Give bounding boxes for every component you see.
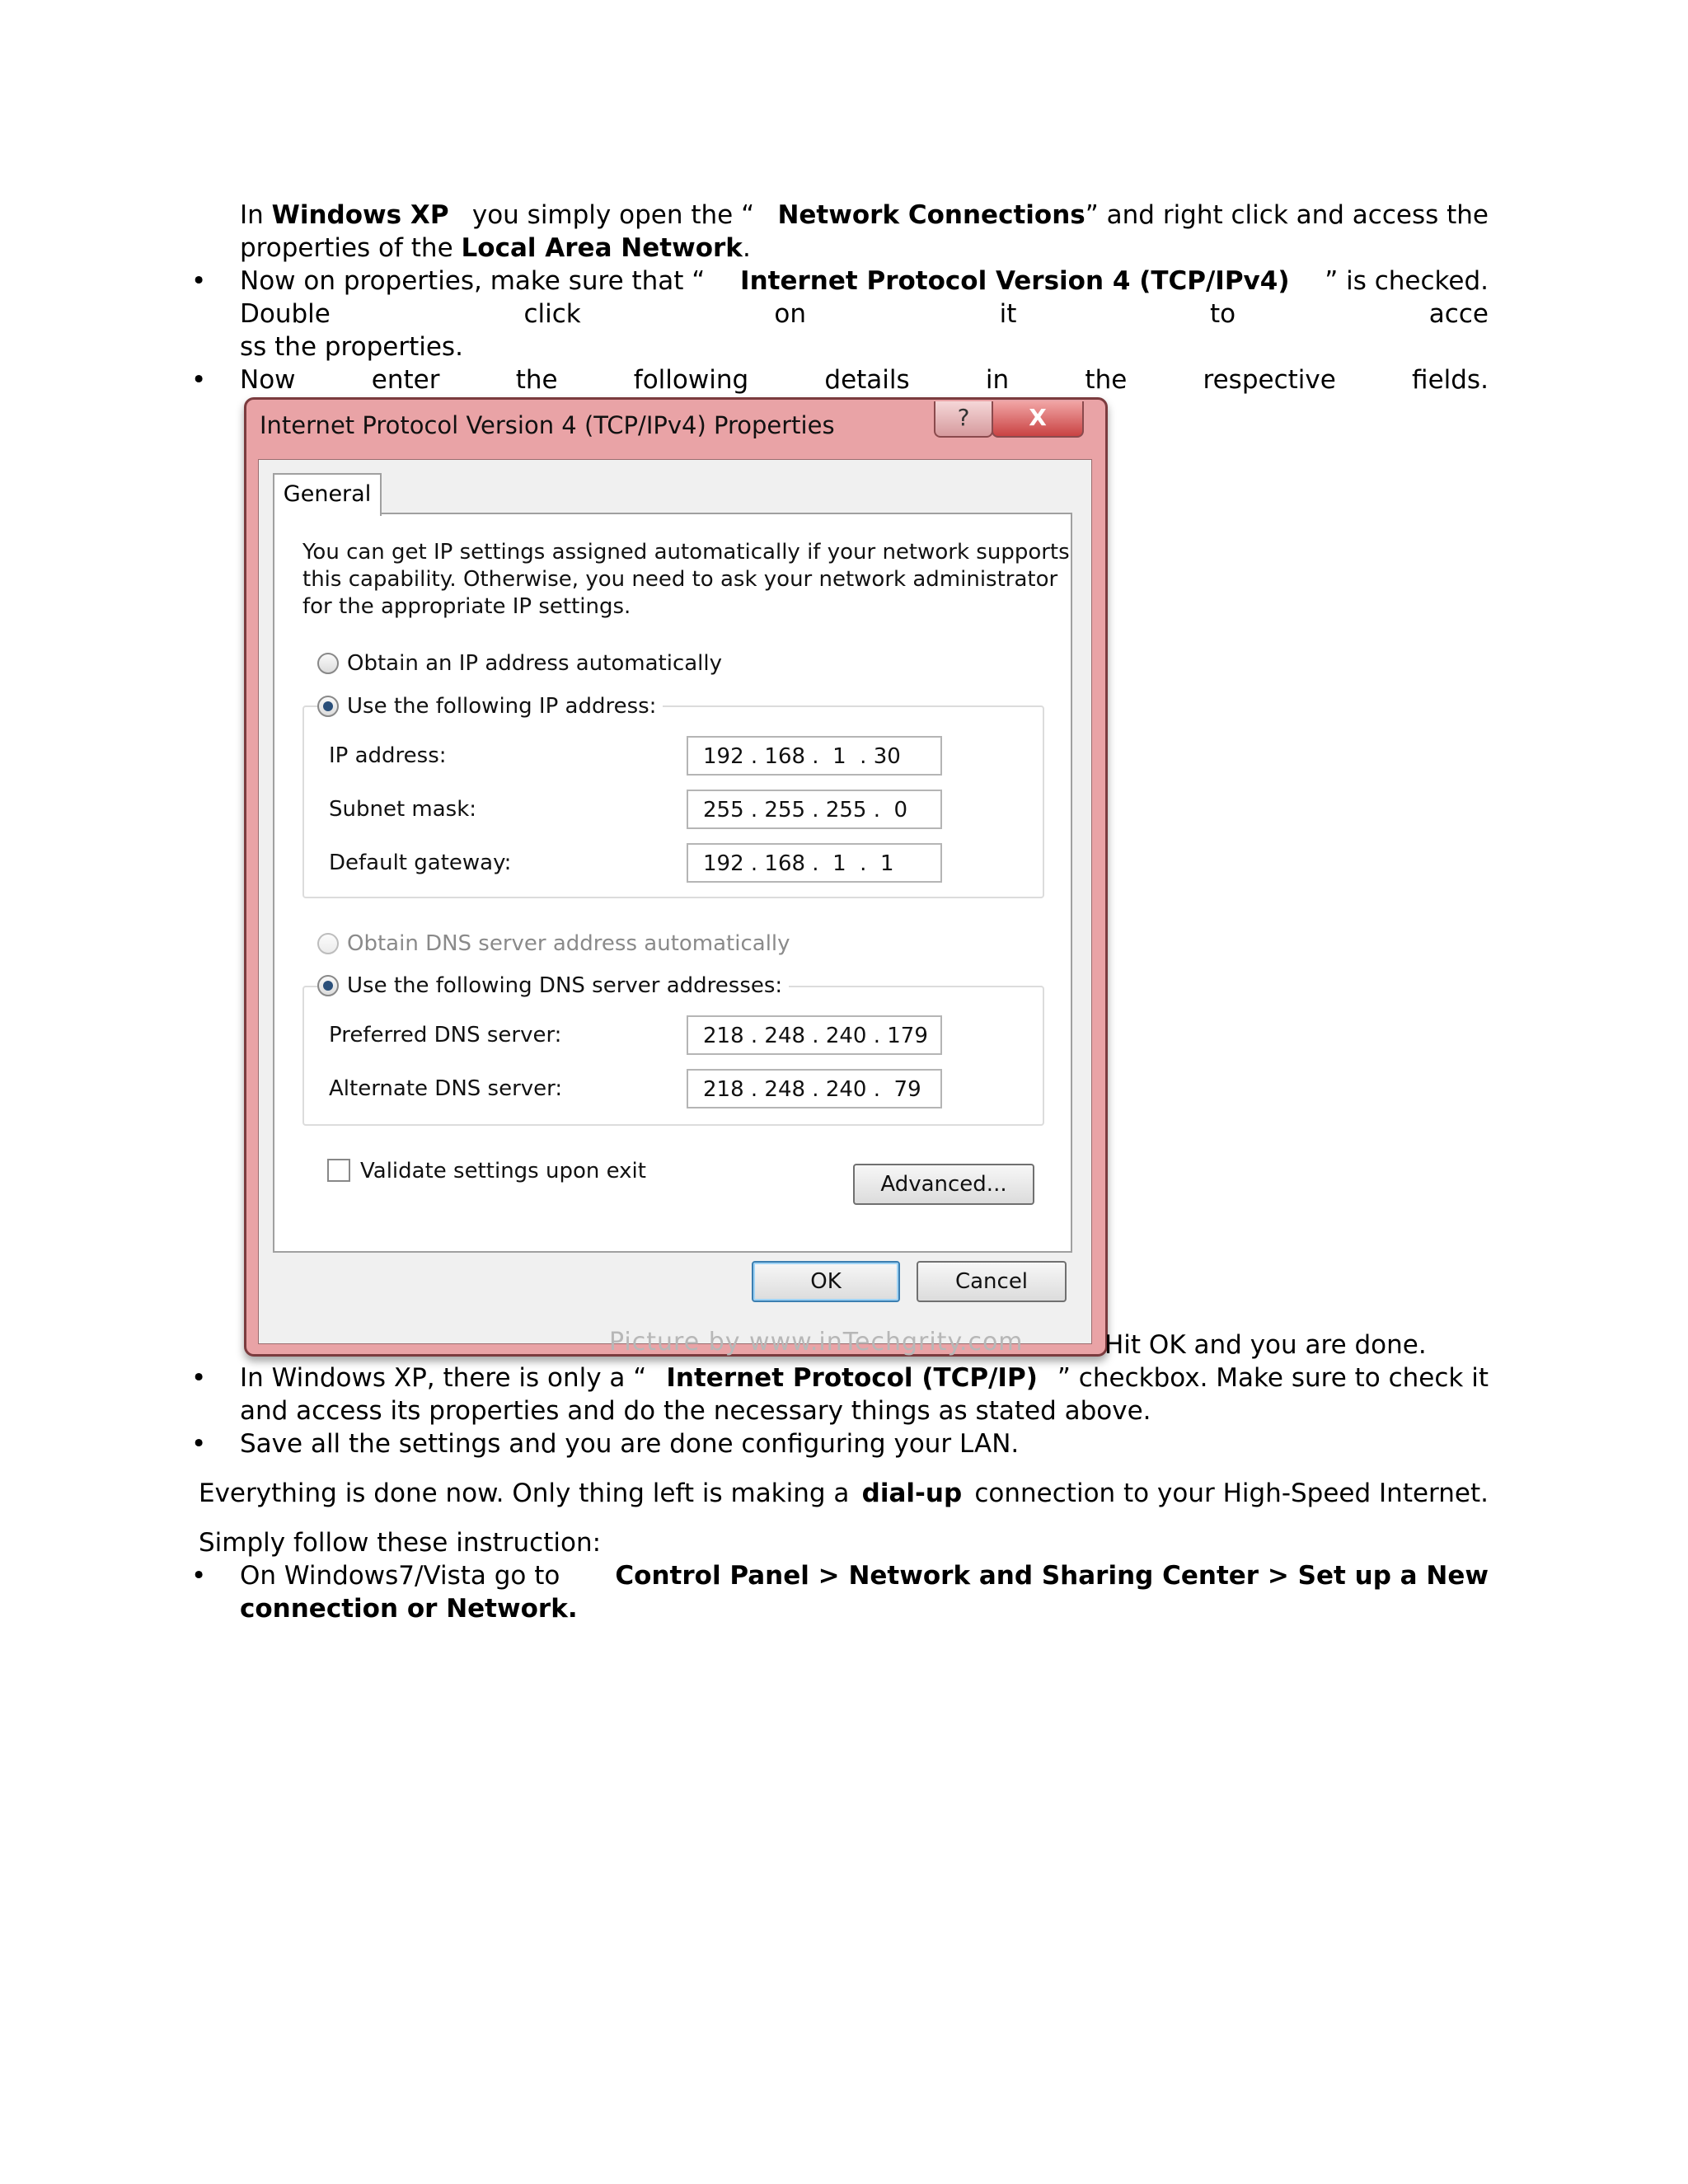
text-line-2	[240, 232, 1489, 265]
subnet-mask-label: Subnet mask:	[329, 797, 477, 822]
advanced-button[interactable]: Advanced...	[853, 1164, 1034, 1205]
radio-button-disabled-icon	[317, 933, 339, 954]
radio-button-selected-icon	[317, 696, 339, 717]
tab-general[interactable]: General	[273, 473, 382, 516]
validate-checkbox[interactable]	[327, 1159, 350, 1182]
alternate-dns-label: Alternate DNS server:	[329, 1076, 563, 1101]
radio-label: Obtain DNS server address automatically	[347, 931, 790, 956]
word: Double	[240, 299, 331, 329]
bold-dial-up: dial-up	[861, 1479, 963, 1508]
text-line-10: Save all the settings and you are done configuring your LAN.	[240, 1429, 1020, 1459]
text-segment: properties of the	[240, 233, 453, 263]
bold-network-connections: Network Connections	[777, 200, 1085, 230]
general-tab-panel	[273, 513, 1072, 1253]
radio-obtain-dns-auto[interactable]	[317, 931, 790, 956]
radio-button-icon	[317, 653, 339, 674]
preferred-dns-field[interactable]: 218 . 248 . 240 . 179	[687, 1015, 942, 1055]
bold-connection-or-network: connection or Network.	[240, 1594, 578, 1624]
intro-line: You can get IP settings assigned automatically if your network supports	[302, 540, 1070, 565]
intro-text	[302, 539, 1070, 621]
ip-address-label: IP address:	[329, 743, 447, 768]
bullet: •	[191, 1363, 207, 1393]
text-segment: Now on properties, make sure that “	[240, 266, 706, 296]
text-line-14	[240, 1592, 1489, 1625]
bold-tcpip-protocol: Internet Protocol (TCP/IP)	[666, 1363, 1038, 1393]
text-segment: ” and right click and access the	[1085, 200, 1489, 230]
help-button[interactable]	[934, 401, 993, 438]
word: in	[985, 365, 1010, 395]
word: click	[523, 299, 581, 329]
bullet: •	[191, 1561, 207, 1591]
dialog-titlebar	[246, 400, 1105, 449]
radio-label: Use the following DNS server addresses:	[347, 973, 783, 998]
text-segment: ” checkbox. Make sure to check it	[1057, 1363, 1489, 1393]
word: Now	[240, 365, 296, 395]
word: the	[1085, 365, 1128, 395]
watermark: Picture by www.inTechgrity.com	[609, 1328, 1024, 1357]
help-icon: ?	[957, 404, 970, 431]
dialog-title: Internet Protocol Version 4 (TCP/IPv4) Properties	[260, 411, 835, 439]
dialog-client-area	[258, 459, 1092, 1344]
word: the	[515, 365, 558, 395]
word: it	[999, 299, 1017, 329]
text-line-5: ss the properties.	[240, 332, 463, 362]
ip-address-field[interactable]: 192 . 168 . 1 . 30	[687, 736, 942, 776]
text-line-13	[240, 1559, 1489, 1592]
word: enter	[371, 365, 440, 395]
close-icon: X	[1029, 404, 1047, 431]
text-segment: you simply open the “	[471, 200, 755, 230]
text-segment: In Windows XP, there is only a “	[240, 1363, 647, 1393]
bullet: •	[191, 365, 207, 395]
text-segment: ” is checked.	[1325, 266, 1489, 296]
hit-ok-text: Hit OK and you are done.	[1104, 1330, 1427, 1360]
intro-line: for the appropriate IP settings.	[302, 594, 631, 619]
radio-use-following-dns[interactable]	[317, 973, 789, 998]
bullet: •	[191, 1429, 207, 1459]
text-segment: On Windows7/Vista go to	[240, 1561, 560, 1591]
close-button[interactable]	[992, 401, 1084, 438]
word: to	[1210, 299, 1236, 329]
cancel-button[interactable]: Cancel	[917, 1261, 1067, 1302]
bold-control-panel-path: Control Panel > Network and Sharing Center > Set up a New	[615, 1561, 1489, 1591]
alternate-dns-field[interactable]: 218 . 248 . 240 . 79	[687, 1069, 942, 1108]
intro-line: this capability. Otherwise, you need to ask your network administrator	[302, 567, 1058, 592]
word: fields.	[1412, 365, 1489, 395]
word-in: In	[240, 200, 264, 230]
word: following	[633, 365, 749, 395]
radio-label: Obtain an IP address automatically	[347, 651, 723, 676]
word: respective	[1203, 365, 1336, 395]
validate-label: Validate settings upon exit	[360, 1159, 646, 1183]
text-line-3	[240, 265, 1489, 298]
word: on	[774, 299, 806, 329]
subnet-mask-field[interactable]: 255 . 255 . 255 . 0	[687, 790, 942, 829]
text-line-9: and access its properties and do the necessary things as stated above.	[240, 1396, 1151, 1426]
text-line-6	[240, 363, 1489, 396]
radio-button-selected-icon	[317, 975, 339, 996]
bold-ipv4-protocol: Internet Protocol Version 4 (TCP/IPv4)	[740, 266, 1290, 296]
preferred-dns-label: Preferred DNS server:	[329, 1023, 562, 1047]
bold-local-area-network: Local Area Network	[461, 233, 743, 263]
paragraph-dialup	[199, 1477, 1489, 1510]
text-segment: .	[742, 233, 751, 263]
bullet: •	[191, 266, 207, 296]
text-line-1	[240, 199, 1489, 232]
default-gateway-label: Default gateway:	[329, 851, 512, 875]
default-gateway-field[interactable]: 192 . 168 . 1 . 1	[687, 843, 942, 883]
text-line-8	[240, 1361, 1489, 1394]
paragraph-instruction: Simply follow these instruction:	[199, 1528, 602, 1558]
text-line-4	[240, 298, 1489, 330]
radio-use-following-ip[interactable]	[317, 694, 663, 719]
ok-button[interactable]: OK	[752, 1261, 900, 1302]
radio-obtain-ip-auto[interactable]	[317, 651, 722, 676]
word: details	[824, 365, 910, 395]
word: acce	[1428, 299, 1489, 329]
radio-label: Use the following IP address:	[347, 694, 657, 719]
tcpip-properties-dialog	[244, 397, 1108, 1357]
text-segment: Everything is done now. Only thing left is making a	[199, 1479, 850, 1508]
bold-windows-xp: Windows XP	[271, 200, 449, 230]
text-segment: connection to your High-Speed Internet.	[974, 1479, 1489, 1508]
